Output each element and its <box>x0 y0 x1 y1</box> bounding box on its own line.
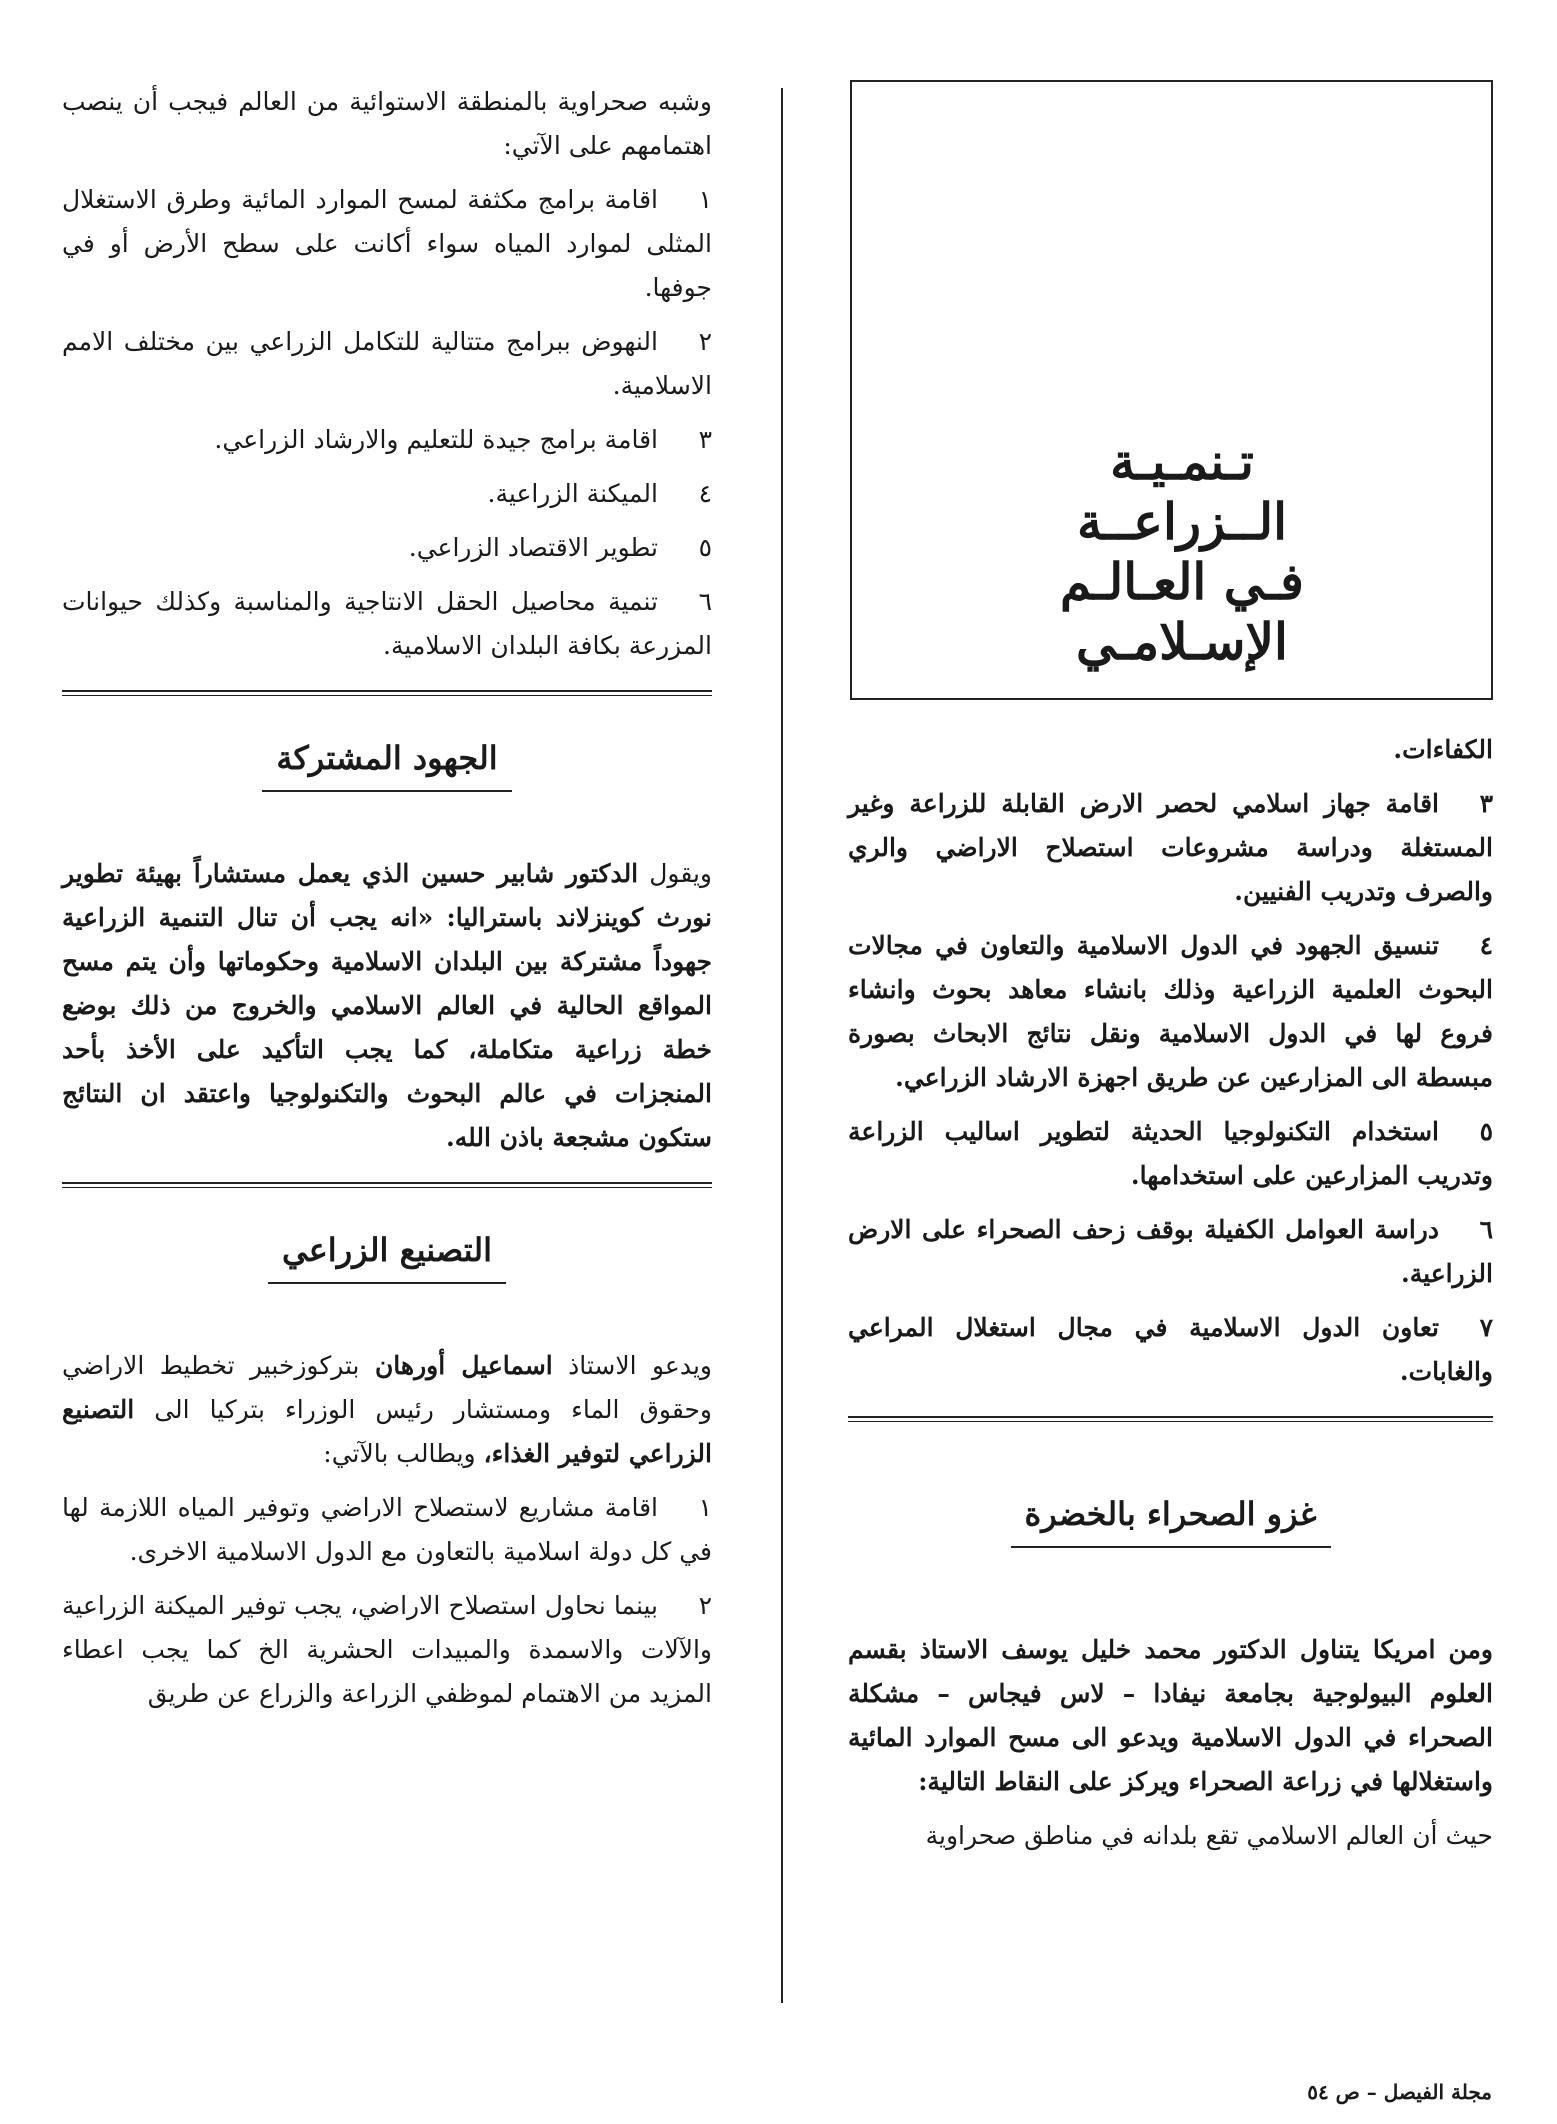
list-item: ٦دراسة العوامل الكفيلة بوقف زحف الصحراء على الارض الزراعية. <box>848 1215 1493 1288</box>
section-rule <box>62 690 712 696</box>
list-item: ٣اقامة جهاز اسلامي لحصر الارض القابلة للزراعة وغير المستغلة ودراسة مشروعات استصلاح الاراضي والري والصرف وتدريب الفنيين. <box>848 789 1493 906</box>
list-item: ٢النهوض ببرامج متتالية للتكامل الزراعي بين مختلف الامم الاسلامية. <box>62 327 712 400</box>
list-item: ٣اقامة برامج جيدة للتعليم والارشاد الزراعي. <box>214 425 712 454</box>
continuation-text: الكفاءات. <box>1393 735 1493 764</box>
list-item: ١اقامة مشاريع لاستصلاح الاراضي وتوفير المياه اللازمة لها في كل دولة اسلامية بالتعاون مع الدول الاسلامية الاخرى. <box>62 1493 712 1566</box>
title-box <box>850 80 1493 700</box>
list-item: ٢بينما نحاول استصلاح الاراضي، يجب توفير الميكنة الزراعية والآلات والاسمدة والمبيدات الحشرية الخ كما يجب اعطاء المزيد من الاهتمام لموظفي الزراعة والزراع عن طريق <box>62 1591 712 1708</box>
list-item: ٤الميكنة الزراعية. <box>487 479 712 508</box>
paragraph: وشبه صحراوية بالمنطقة الاستوائية من العالم فيجب أن ينصب اهتمامهم على الآتي: <box>62 87 712 160</box>
title-line: فـي العـالـم <box>1060 552 1304 611</box>
intro-paragraph: ومن امريكا يتناول الدكتور محمد خليل يوسف الاستاذ بقسم العلوم البيولوجية بجامعة نيفادا – لاس فيجاس – مشكلة الصحراء في الدول الاسلامية ويدعو الى مسح الموارد المائية واستغلالها في زراعة الصحراء ويركز على النقاط التالية: <box>848 1635 1493 1796</box>
list-item: ٤تنسيق الجهود في الدول الاسلامية والتعاون في مجالات البحوث العلمية الزراعية وذلك بانشاء معاهد بحوث وانشاء فروع لها في الدول الاسلامية ونقل نتائج الابحاث بصورة مبسطة الى المزارعين عن طريق اجهزة الارشاد الزراعي. <box>848 931 1493 1092</box>
section-heading: غزو الصحراء بالخضرة <box>1011 1492 1331 1548</box>
column-divider <box>781 88 783 2003</box>
left-column <box>62 80 712 1716</box>
right-column <box>848 80 1493 1858</box>
list-item: ٧تعاون الدول الاسلامية في مجال استغلال المراعي والغابات. <box>848 1313 1493 1386</box>
article-title <box>1027 432 1337 672</box>
list-item: ٥استخدام التكنولوجيا الحديثة لتطوير اساليب الزراعة وتدريب المزارعين على استخدامها. <box>848 1117 1493 1190</box>
section-rule <box>848 1416 1493 1422</box>
section-heading: التصنيع الزراعي <box>268 1228 506 1284</box>
list-item: ٥تطوير الاقتصاد الزراعي. <box>408 533 712 562</box>
title-line: تـنمـيـة <box>1110 432 1254 491</box>
quote-paragraph: ويقول الدكتور شابير حسين الذي يعمل مستشاراً بهيئة تطوير نورث كوينزلاند باستراليا: «انه يجب أن تنال التنمية الزراعية جهوداً مشتركة بين البلدان الاسلامية وحكوماتها وأن يتم مسح المواقع الحالية في العالم الاسلامي والخروج من ذلك بوضع خطة زراعية متكاملة، كما يجب التأكيد على الأخذ بأحد المنجزات في عالم البحوث والتكنولوجيا واعتقد ان النتائج ستكون مشجعة باذن الله. <box>62 859 712 1152</box>
title-line: الــزراعــة <box>1077 492 1287 551</box>
section-rule <box>62 1182 712 1188</box>
page-footer: مجلة الفيصل – ص ٥٤ <box>1307 2080 1492 2104</box>
paragraph: حيث أن العالم الاسلامي تقع بلدانه في مناطق صحراوية <box>925 1821 1493 1850</box>
section-heading: الجهود المشتركة <box>262 736 511 792</box>
title-line: الإسـلامـي <box>1076 612 1288 671</box>
list-item: ٦تنمية محاصيل الحقل الانتاجية والمناسبة وكذلك حيوانات المزرعة بكافة البلدان الاسلامية. <box>62 587 712 660</box>
paragraph: ويدعو الاستاذ اسماعيل أورهان بتركوزخبير تخطيط الاراضي وحقوق الماء ومستشار رئيس الوزراء بتركيا الى التصنيع الزراعي لتوفير الغذاء، ويطالب بالآتي: <box>62 1351 712 1468</box>
list-item: ١اقامة برامج مكثفة لمسح الموارد المائية وطرق الاستغلال المثلى لموارد المياه سواء أكانت على سطح الأرض أو في جوفها. <box>62 185 712 302</box>
